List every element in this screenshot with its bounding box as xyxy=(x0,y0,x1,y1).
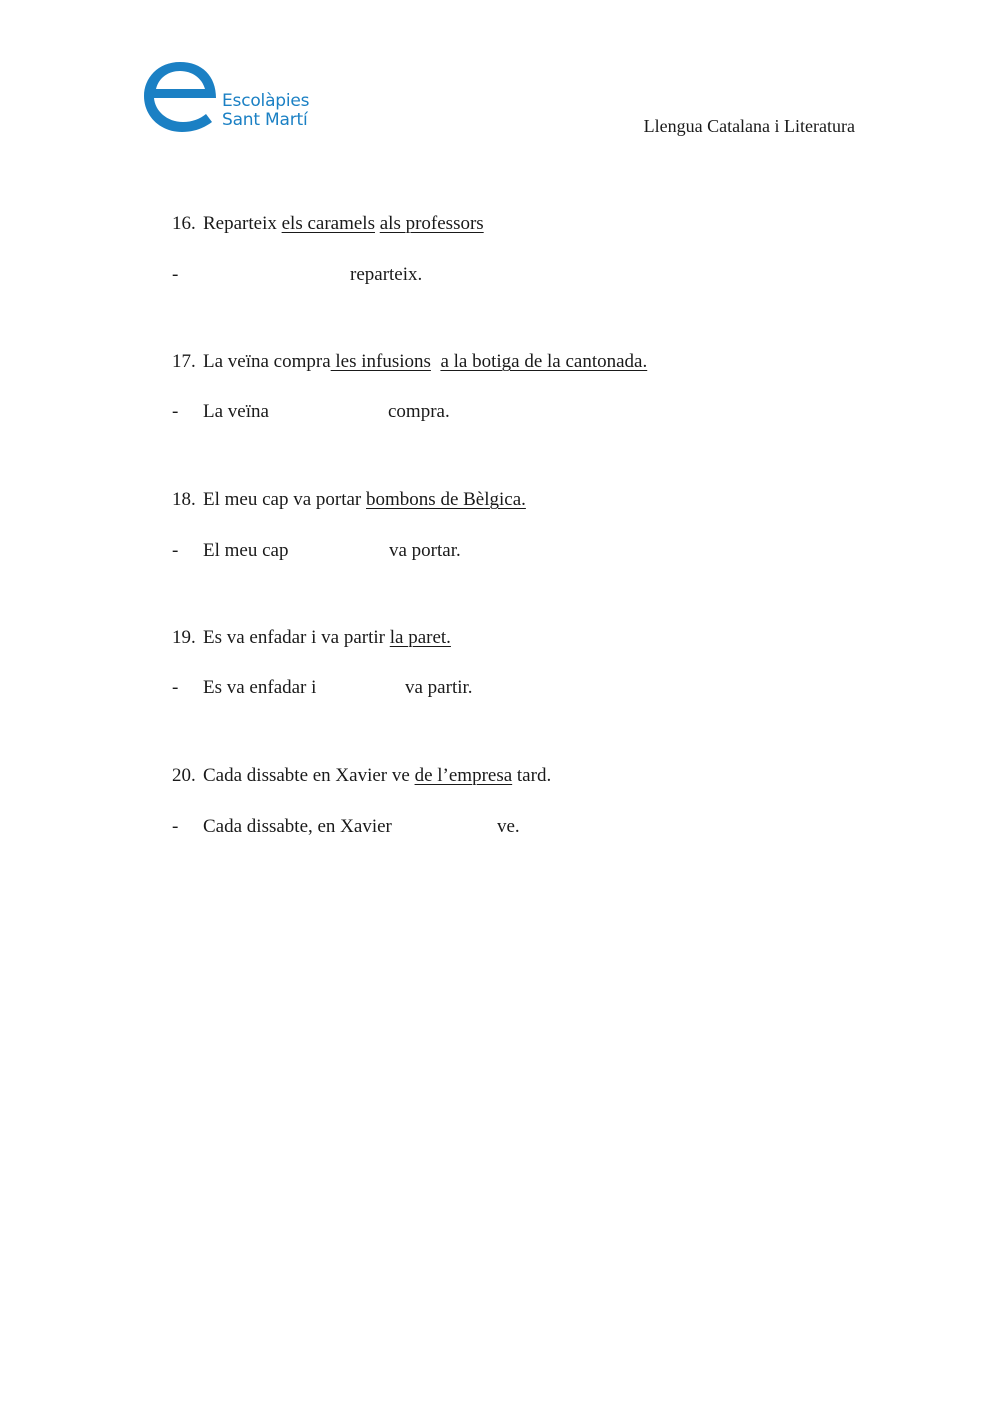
answer-prefix: El meu cap xyxy=(203,540,289,561)
answer-dash: - xyxy=(172,264,179,285)
answer-dash: - xyxy=(172,677,179,698)
exercise-sentence xyxy=(203,212,484,236)
answer-dash: - xyxy=(172,540,179,561)
exercise-number: 16. xyxy=(172,213,196,234)
answer-suffix: ve. xyxy=(497,816,520,837)
exercise-number: 20. xyxy=(172,765,196,786)
underlined-complement: als professors xyxy=(379,213,484,234)
logo-line-2: Sant Martí xyxy=(222,110,308,130)
sentence-text xyxy=(431,351,441,372)
answer-prefix: La veïna xyxy=(203,401,269,422)
escolapies-e-logo-icon xyxy=(140,56,220,136)
school-logo xyxy=(140,56,330,138)
exercise-number: 17. xyxy=(172,351,196,372)
subject-title: Llengua Catalana i Literatura xyxy=(643,116,855,136)
answer-dash: - xyxy=(172,401,179,422)
sentence-text: La veïna compra xyxy=(203,351,331,372)
sentence-text: Es va enfadar i va partir xyxy=(203,627,390,648)
sentence-text: Cada dissabte en Xavier ve xyxy=(203,765,415,786)
answer-suffix: compra. xyxy=(388,401,450,422)
underlined-complement: els caramels xyxy=(281,213,375,234)
answer-suffix: va partir. xyxy=(405,677,473,698)
logo-wordmark xyxy=(222,92,309,130)
sentence-text: El meu cap va portar xyxy=(203,489,367,510)
sentence-text: Reparteix xyxy=(203,213,282,234)
answer-prefix: Es va enfadar i xyxy=(203,677,317,698)
underlined-complement: a la botiga de la cantonada. xyxy=(440,351,648,372)
answer-suffix: va portar. xyxy=(389,540,461,561)
sentence-text: tard. xyxy=(512,765,552,786)
answer-prefix: Cada dissabte, en Xavier xyxy=(203,816,392,837)
underlined-complement: les infusions xyxy=(330,351,431,372)
underlined-complement: de l’empresa xyxy=(414,765,513,786)
logo-line-1: Escolàpies xyxy=(222,91,310,111)
exercise-sentence xyxy=(203,626,451,650)
underlined-complement: bombons de Bèlgica. xyxy=(366,489,526,510)
exercise-number: 18. xyxy=(172,489,196,510)
exercise-sentence xyxy=(203,488,526,512)
answer-suffix: reparteix. xyxy=(350,264,423,285)
exercise-sentence xyxy=(203,764,551,788)
answer-dash: - xyxy=(172,816,179,837)
exercise-number: 19. xyxy=(172,627,196,648)
underlined-complement: la paret. xyxy=(389,627,451,648)
exercise-sentence xyxy=(203,350,647,374)
